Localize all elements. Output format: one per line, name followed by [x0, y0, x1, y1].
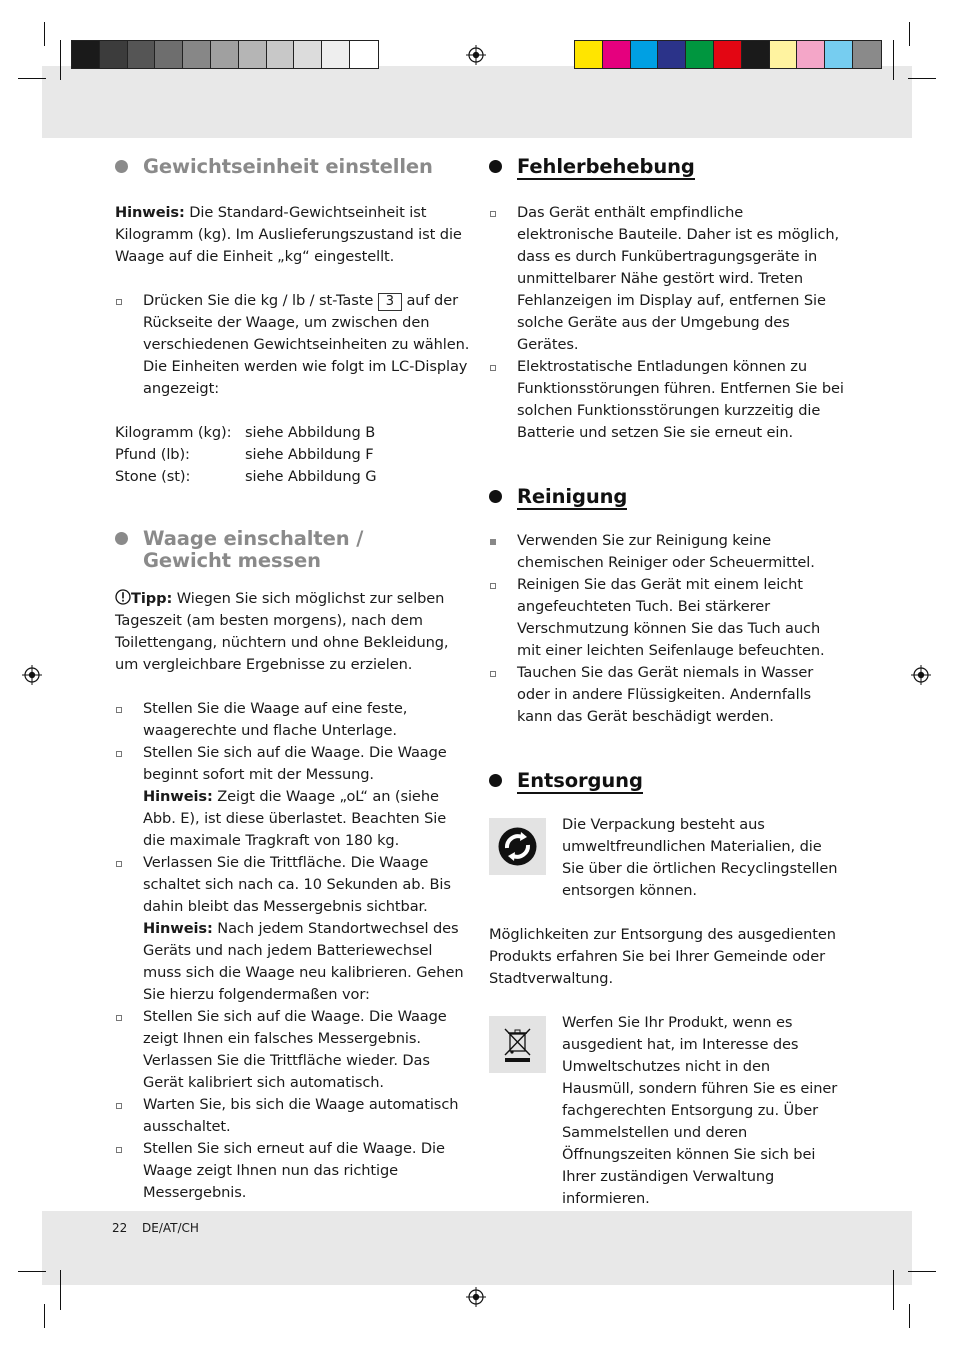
color-swatch [239, 41, 267, 68]
disposal-info: Möglichkeiten zur Entsorgung des ausgedienten Produkts erfahren Sie bei Ihrer Gemeinde oder Stadtverwaltung. [489, 926, 836, 987]
heading-bullet [115, 532, 128, 545]
color-swatch [183, 41, 211, 68]
unit-row: Kilogramm (kg): siehe Abbildung B [115, 424, 376, 441]
language-code: DE/AT/CH [142, 1221, 199, 1235]
crop-mark [908, 1271, 936, 1272]
unit-row: Pfund (lb): siehe Abbildung F [115, 446, 374, 463]
list-item: Verlassen Sie die Trittfläche. Die Waage schaltet sich nach ca. 10 Sekunden ab. Bis dahin bleibt das Messergebnis sichtbar. Hinweis: Nach jedem Standortwechsel des Geräts und nach jedem Batteriewechsel muss sich die Waage neu kalibrieren. Gehen Sie hierzu folgendermaßen vor: [115, 852, 470, 1006]
color-swatch [575, 41, 603, 68]
crop-mark [908, 78, 936, 79]
crop-mark [18, 78, 46, 79]
page-number: 22 [112, 1221, 128, 1235]
recycling-icon-box [489, 818, 546, 875]
grey-color-bar [71, 40, 379, 69]
crop-mark [893, 1270, 894, 1310]
heading-bullet [489, 490, 502, 503]
crop-mark [44, 1304, 45, 1328]
crop-mark [909, 1304, 910, 1328]
list-item: Stellen Sie die Waage auf eine feste, waagerechte und flache Unterlage. [115, 698, 470, 742]
color-swatch [797, 41, 825, 68]
list-item: Stellen Sie sich auf die Waage. Die Waage beginnt sofort mit der Messung. Hinweis: Zeigt die Waage „oL“ an (siehe Abb. E), ist diese überlastet. Beachten Sie die maximale Tragkraft von 180 kg. [115, 742, 470, 852]
bullet-square-icon [116, 1103, 122, 1109]
bullet-square-icon [490, 365, 496, 371]
color-swatch [322, 41, 350, 68]
weee-icon-box [489, 1016, 546, 1073]
heading-bullet [115, 160, 128, 173]
crop-mark [18, 1271, 46, 1272]
key-reference: 3 [378, 293, 402, 311]
heading-bullet [489, 774, 502, 787]
crop-mark [60, 40, 61, 80]
bullet-square-icon [116, 1015, 122, 1021]
heading-gewichtseinheit: Gewichtseinheit einstellen [115, 156, 470, 178]
unit-note: Hinweis: Die Standard-Gewichtseinheit ist Kilogramm (kg). Im Auslieferungszustand ist die Waage auf die Einheit „kg“ eingestellt. [115, 204, 462, 265]
bullet-square-icon [490, 539, 496, 545]
steps-list [115, 698, 470, 1204]
color-swatch [211, 41, 239, 68]
bullet-square-icon [116, 1147, 122, 1153]
heading-bullet [489, 160, 502, 173]
color-swatch [631, 41, 659, 68]
left-column [115, 156, 470, 1204]
color-swatch [603, 41, 631, 68]
crop-mark [60, 1270, 61, 1310]
crossed-out-wheelie-bin-icon [489, 1016, 546, 1073]
list-item: Verwenden Sie zur Reinigung keine chemischen Reiniger oder Scheuermittel. [489, 530, 844, 574]
color-swatch [128, 41, 156, 68]
list-item: Drücken Sie die kg / lb / st-Taste 3 auf der Rückseite der Waage, um zwischen den verschiedenen Gewichtseinheiten zu wählen. Die Einheiten werden wie folgt im LC-Display angezeigt: [115, 290, 470, 400]
clean-list [489, 530, 844, 728]
list-item: Das Gerät enthält empfindliche elektronische Bauteile. Daher ist es möglich, dass es durch Funkübertragungsgeräte in unmittelbarer Nähe gestört wird. Treten Fehlanzeigen im Display auf, entfernen Sie solche Geräte aus der Umgebung des Gerätes. [489, 202, 844, 356]
color-swatch [100, 41, 128, 68]
bullet-square-icon [116, 299, 122, 305]
color-swatch [714, 41, 742, 68]
heading-reinigung: Reinigung [489, 486, 844, 508]
process-color-bar [574, 40, 882, 69]
bullet-square-icon [116, 707, 122, 713]
color-swatch [72, 41, 100, 68]
heading-fehlerbehebung: Fehlerbehebung [489, 156, 844, 178]
disposal-product: Werfen Sie Ihr Produkt, wenn es ausgedient hat, im Interesse des Umweltschutzes nicht in den Hausmüll, sondern führen Sie es einer fachgerechten Entsorgung zu. Über Sammelstellen und deren Öffnungszeiten können Sie sich bei Ihrer zuständigen Verwaltung informieren. [489, 1012, 844, 1210]
registration-mark-icon [466, 45, 486, 65]
registration-mark-icon [466, 1287, 486, 1307]
heading-entsorgung: Entsorgung [489, 770, 844, 792]
exclamation-circle-icon [115, 589, 131, 605]
unit-table [115, 422, 470, 488]
list-item: Reinigen Sie das Gerät mit einem leicht angefeuchteten Tuch. Bei stärkerer Verschmutzung können Sie das Tuch auch mit einer leichten Seifenlauge befeuchten. [489, 574, 844, 662]
color-swatch [658, 41, 686, 68]
color-swatch [686, 41, 714, 68]
bullet-square-icon [490, 583, 496, 589]
color-swatch [825, 41, 853, 68]
heading-waage-einschalten: Waage einschalten / Gewicht messen [115, 528, 470, 572]
color-swatch [350, 41, 378, 68]
bullet-square-icon [116, 751, 122, 757]
bullet-square-icon [116, 861, 122, 867]
list-item: Stellen Sie sich erneut auf die Waage. Die Waage zeigt Ihnen nun das richtige Messergebnis. [115, 1138, 470, 1204]
bullet-square-icon [490, 211, 496, 217]
list-item: Tauchen Sie das Gerät niemals in Wasser oder in andere Flüssigkeiten. Andernfalls kann das Gerät beschädigt werden. [489, 662, 844, 728]
fault-list [489, 202, 844, 444]
disposal-packaging: Die Verpackung besteht aus umweltfreundlichen Materialien, die Sie über die örtlichen Recyclingstellen entsorgen können. [489, 814, 844, 902]
registration-mark-icon [911, 665, 931, 685]
color-swatch [853, 41, 881, 68]
color-swatch [155, 41, 183, 68]
crop-mark [893, 40, 894, 80]
color-swatch [294, 41, 322, 68]
color-swatch [267, 41, 295, 68]
registration-mark-icon [22, 665, 42, 685]
crop-mark [909, 22, 910, 46]
tip-paragraph: Tipp: Wiegen Sie sich möglichst zur selben Tageszeit (am besten morgens), nach dem Toilettengang, nüchtern und ohne Bekleidung, um vergleichbare Ergebnisse zu erzielen. [115, 590, 449, 673]
green-dot-recycling-icon [489, 818, 546, 875]
color-swatch [742, 41, 770, 68]
list-item: Stellen Sie sich auf die Waage. Die Waage zeigt Ihnen ein falsches Messergebnis. Verlassen Sie die Trittfläche wieder. Das Gerät kalibriert sich automatisch. [115, 1006, 470, 1094]
crop-mark [44, 22, 45, 46]
list-item: Elektrostatische Entladungen können zu Funktionsstörungen führen. Entfernen Sie bei solchen Funktionsstörungen kurzzeitig die Batterie und setzen Sie sie erneut ein. [489, 356, 844, 444]
right-column [489, 156, 844, 1210]
bullet-square-icon [490, 671, 496, 677]
list-item: Warten Sie, bis sich die Waage automatisch ausschaltet. [115, 1094, 470, 1138]
unit-row: Stone (st): siehe Abbildung G [115, 468, 377, 485]
header-band [42, 66, 912, 138]
color-swatch [770, 41, 798, 68]
